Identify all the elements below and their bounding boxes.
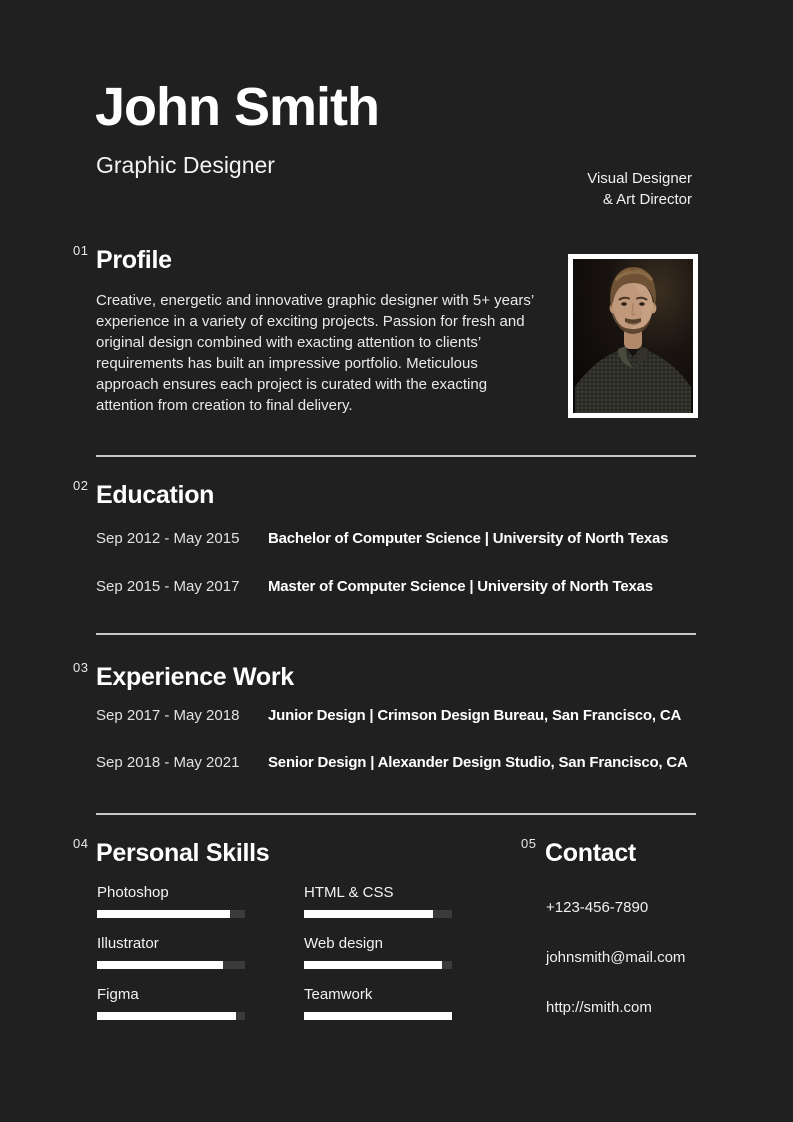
contact-section-heading: Contact <box>545 839 636 867</box>
skill-bar <box>97 961 245 969</box>
contact-items <box>546 899 685 1049</box>
contact-section-number: 05 <box>521 836 537 851</box>
skill-item <box>97 884 257 918</box>
experience-entry <box>96 754 716 772</box>
skill-label: Web design <box>304 935 383 952</box>
contact-phone: +123-456-7890 <box>546 899 649 916</box>
education-entry <box>96 578 716 596</box>
skill-bar <box>304 910 452 918</box>
skills-column-right <box>304 884 464 1037</box>
experience-entry-description: Junior Design | Crimson Design Bureau, San Francisco, CA <box>268 707 682 724</box>
skill-item <box>304 986 464 1020</box>
section-divider <box>96 455 696 457</box>
skill-bar <box>97 910 245 918</box>
skill-bar-fill <box>97 1012 236 1020</box>
skill-label: Photoshop <box>97 884 169 901</box>
tagline-line-2: & Art Director <box>602 191 692 208</box>
contact-email: johnsmith@mail.com <box>546 949 686 966</box>
portrait-photo-illustration <box>573 259 693 413</box>
education-entry-dates: Sep 2015 - May 2017 <box>96 578 240 595</box>
education-section-number: 02 <box>73 478 89 493</box>
contact-website: http://smith.com <box>546 999 652 1016</box>
experience-entry-description: Senior Design | Alexander Design Studio, San Francisco, CA <box>268 754 688 771</box>
education-section-heading: Education <box>96 481 215 509</box>
skills-section-heading: Personal Skills <box>96 839 270 867</box>
skill-bar <box>97 1012 245 1020</box>
skill-bar-fill <box>304 910 433 918</box>
skill-item <box>304 935 464 969</box>
experience-section-number: 03 <box>73 660 89 675</box>
education-entry <box>96 530 716 548</box>
person-role: Graphic Designer <box>96 152 275 178</box>
skill-bar-fill <box>97 961 223 969</box>
skill-bar <box>304 1012 452 1020</box>
skill-item <box>97 986 257 1020</box>
skills-column-left <box>97 884 257 1037</box>
skill-bar-fill <box>304 1012 452 1020</box>
section-divider <box>96 813 696 815</box>
skill-bar <box>304 961 452 969</box>
experience-entry-dates: Sep 2017 - May 2018 <box>96 707 240 724</box>
tagline-line-1: Visual Designer <box>587 170 692 187</box>
skill-label: Teamwork <box>304 986 373 1003</box>
profile-section-number: 01 <box>73 243 89 258</box>
section-divider <box>96 633 696 635</box>
education-entry-description: Master of Computer Science | University of North Texas <box>268 578 653 595</box>
portrait-photo <box>568 254 698 418</box>
profile-section-heading: Profile <box>96 246 172 274</box>
person-name: John Smith <box>95 77 379 137</box>
skill-bar-fill <box>304 961 442 969</box>
tagline <box>587 168 692 210</box>
experience-section-heading: Experience Work <box>96 663 294 691</box>
skills-section-number: 04 <box>73 836 89 851</box>
skill-label: Figma <box>97 986 139 1003</box>
skill-item <box>97 935 257 969</box>
profile-body-text: Creative, energetic and innovative graphic designer with 5+ years’ experience in a variety of exciting projects. Passion for fresh and original design combined with exacting attention to clients’ requirements has built an impressive portfolio. Meticulous approach ensures each project is curated with the exacting attention from creation to final delivery. <box>96 292 534 414</box>
skill-label: Illustrator <box>97 935 159 952</box>
experience-entry-dates: Sep 2018 - May 2021 <box>96 754 240 771</box>
skill-bar-fill <box>97 910 230 918</box>
skill-item <box>304 884 464 918</box>
education-entry-dates: Sep 2012 - May 2015 <box>96 530 240 547</box>
experience-entry <box>96 707 716 725</box>
education-entry-description: Bachelor of Computer Science | University of North Texas <box>268 530 669 547</box>
skill-label: HTML & CSS <box>304 884 394 901</box>
